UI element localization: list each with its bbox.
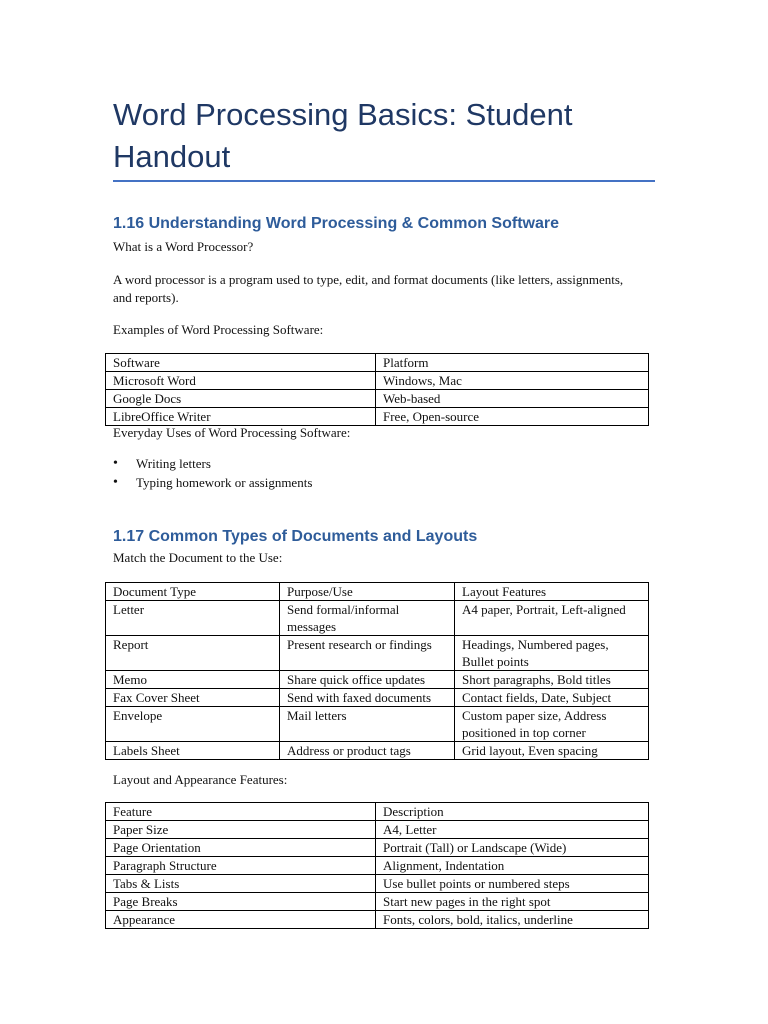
- uses-label: Everyday Uses of Word Processing Software:: [113, 425, 351, 440]
- table-cell: Report: [106, 636, 280, 671]
- table-cell: Fonts, colors, bold, italics, underline: [376, 911, 649, 929]
- table-cell: Start new pages in the right spot: [376, 893, 649, 911]
- table-cell: Contact fields, Date, Subject: [455, 689, 649, 707]
- section-heading-1-17: 1.17 Common Types of Documents and Layouts: [113, 528, 478, 545]
- table-cell: Paragraph Structure: [106, 857, 376, 875]
- title-underline: [113, 180, 655, 182]
- table-cell: Custom paper size, Address positioned in top corner: [455, 707, 649, 742]
- table-cell: Address or product tags: [280, 742, 455, 760]
- table-cell: Free, Open-source: [376, 408, 649, 426]
- list-item-text: Typing homework or assignments: [136, 474, 313, 490]
- table-row: [106, 372, 649, 390]
- table-cell: Memo: [106, 671, 280, 689]
- table-cell: LibreOffice Writer: [106, 408, 376, 426]
- table-cell: Grid layout, Even spacing: [455, 742, 649, 760]
- table-cell: Paper Size: [106, 821, 376, 839]
- table-row: [106, 671, 649, 689]
- table-cell: Appearance: [106, 911, 376, 929]
- table-header-cell: Purpose/Use: [280, 583, 455, 601]
- question-text: What is a Word Processor?: [113, 239, 254, 254]
- table-cell: Google Docs: [106, 390, 376, 408]
- table-header-row: [106, 354, 649, 372]
- features-table: [105, 802, 649, 929]
- table-header-cell: Layout Features: [455, 583, 649, 601]
- table-cell: Present research or findings: [280, 636, 455, 671]
- table-cell: Portrait (Tall) or Landscape (Wide): [376, 839, 649, 857]
- table-cell: Envelope: [106, 707, 280, 742]
- table-header-row: [106, 803, 649, 821]
- table-cell: Use bullet points or numbered steps: [376, 875, 649, 893]
- uses-list: [113, 455, 312, 492]
- table-cell: A4 paper, Portrait, Left-aligned: [455, 601, 649, 636]
- list-item: [113, 474, 312, 493]
- table-row: [106, 911, 649, 929]
- table-cell: Labels Sheet: [106, 742, 280, 760]
- bullet-icon: •: [113, 474, 118, 490]
- definition-paragraph: A word processor is a program used to type, edit, and format documents (like letters, assignments, and reports).: [113, 272, 624, 305]
- table-header-cell: Document Type: [106, 583, 280, 601]
- table-cell: Web-based: [376, 390, 649, 408]
- table-row: [106, 857, 649, 875]
- table-row: [106, 875, 649, 893]
- table-cell: Send formal/informal messages: [280, 601, 455, 636]
- list-item: [113, 455, 312, 474]
- table-header-cell: Feature: [106, 803, 376, 821]
- table-cell: Short paragraphs, Bold titles: [455, 671, 649, 689]
- table-row: [106, 408, 649, 426]
- section-heading-1-16: 1.16 Understanding Word Processing & Common Software: [113, 215, 559, 232]
- table-cell: A4, Letter: [376, 821, 649, 839]
- table-cell: Windows, Mac: [376, 372, 649, 390]
- match-label: Match the Document to the Use:: [113, 550, 283, 565]
- table-row: [106, 707, 649, 742]
- table-cell: Tabs & Lists: [106, 875, 376, 893]
- table-cell: Microsoft Word: [106, 372, 376, 390]
- document-title: Word Processing Basics: Student Handout: [113, 97, 573, 174]
- table-row: [106, 821, 649, 839]
- table-cell: Mail letters: [280, 707, 455, 742]
- table-cell: Fax Cover Sheet: [106, 689, 280, 707]
- bullet-icon: •: [113, 456, 118, 471]
- documents-table: [105, 582, 649, 760]
- software-table: [105, 353, 649, 426]
- table-cell: Letter: [106, 601, 280, 636]
- table-row: [106, 742, 649, 760]
- table-cell: Headings, Numbered pages, Bullet points: [455, 636, 649, 671]
- table-row: [106, 601, 649, 636]
- table-header-cell: Description: [376, 803, 649, 821]
- table-row: [106, 689, 649, 707]
- table-cell: Alignment, Indentation: [376, 857, 649, 875]
- table-row: [106, 390, 649, 408]
- list-item-text: Writing letters: [136, 456, 211, 471]
- table-header-cell: Platform: [376, 354, 649, 372]
- table-row: [106, 636, 649, 671]
- table-row: [106, 893, 649, 911]
- examples-label: Examples of Word Processing Software:: [113, 322, 324, 337]
- table-cell: Send with faxed documents: [280, 689, 455, 707]
- table-header-row: [106, 583, 649, 601]
- features-label: Layout and Appearance Features:: [113, 772, 288, 787]
- table-row: [106, 839, 649, 857]
- table-cell: Page Orientation: [106, 839, 376, 857]
- table-cell: Share quick office updates: [280, 671, 455, 689]
- table-header-cell: Software: [106, 354, 376, 372]
- table-cell: Page Breaks: [106, 893, 376, 911]
